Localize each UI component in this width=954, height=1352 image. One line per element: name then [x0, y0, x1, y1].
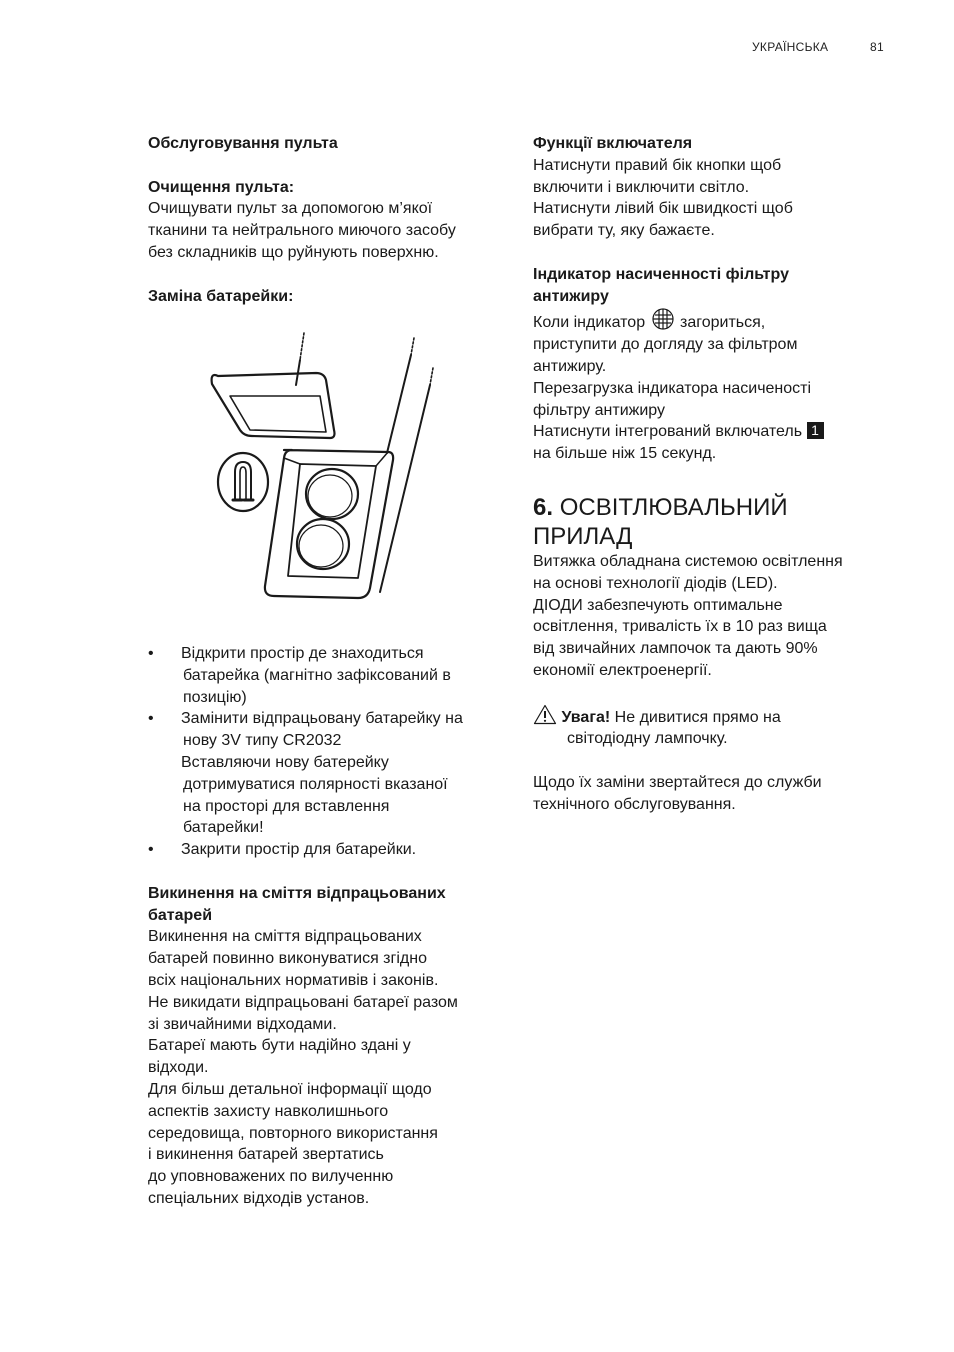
disposal-line: до уповноважених по вилученню: [148, 1168, 394, 1186]
grease-filter-icon: [650, 308, 676, 330]
step-line: батарейки!: [183, 819, 264, 837]
step-line: Вставляючи нову батерейку: [181, 753, 389, 771]
filter-line: антижиру.: [533, 357, 607, 375]
switch-line: включити і виключити світло.: [533, 178, 750, 196]
left-column-bottom: [148, 643, 518, 1210]
cleaning-line: без складників що руйнують поверхню.: [148, 243, 439, 261]
bullet-mark: •: [148, 645, 154, 662]
filter-line-before: Коли індикатор: [533, 314, 646, 332]
list-item: [148, 708, 518, 839]
button-number-badge: 1: [807, 422, 824, 439]
battery-steps-list: [148, 643, 518, 861]
bullet-mark: •: [148, 841, 154, 859]
switch-line: вибрати ту, яку бажаєте.: [533, 222, 715, 240]
step-line: на просторі для вставлення: [183, 797, 390, 815]
warning-line: світодіодну лампочку.: [567, 730, 728, 748]
step-line: Відкрити простір де знаходиться: [181, 645, 424, 662]
switch-line: Натиснути правий бік кнопки щоб: [533, 156, 782, 174]
filter-heading: Індикатор насиченності фільтру: [533, 265, 789, 283]
filter-heading: антижиру: [533, 287, 609, 305]
filter-press-text: Натиснути інтегрований включатель: [533, 423, 803, 441]
remote-care-heading: Обслуговування пульта: [148, 135, 338, 152]
filter-line: [533, 308, 903, 334]
lighting-line: на основі технології діодів (LED).: [533, 574, 778, 592]
disposal-line: середовища, повторного використання: [148, 1124, 438, 1142]
battery-heading: Заміна батарейки:: [148, 287, 294, 305]
cleaning-line: тканини та нейтрального миючого засобу: [148, 222, 456, 240]
filter-line: на більше ніж 15 секунд.: [533, 445, 717, 463]
remote-battery-compartment-illustration: [200, 330, 450, 605]
filter-line: приступити до догляду за фільтром: [533, 336, 798, 354]
section-title-line1: ОСВІТЛЮВАЛЬНИЙ: [559, 493, 788, 521]
running-header-language: УКРАЇНСЬКА: [752, 40, 829, 54]
lighting-line: ДІОДИ забезпечують оптимальне: [533, 596, 783, 614]
disposal-line: Не викидати відпрацьовані батареї разом: [148, 993, 458, 1011]
step-line: Замінити відпрацьовану батарейку на: [181, 710, 463, 728]
disposal-line: батарей повинно виконуватися згідно: [148, 950, 427, 968]
step-line: батарейка (магнітно зафіксований в: [183, 666, 451, 684]
list-item: [148, 643, 518, 708]
section-title: [533, 493, 903, 522]
filter-press-line: [533, 421, 903, 443]
switch-line: Натиснути лівий бік швидкості щоб: [533, 200, 793, 218]
service-line: технічного обслуговування.: [533, 795, 736, 813]
disposal-line: всіх національних нормативів і законів.: [148, 971, 439, 989]
lighting-line: освітлення, тривалість їх в 10 раз вища: [533, 618, 827, 636]
switch-heading: Функції включателя: [533, 135, 693, 152]
disposal-heading: Викинення на сміття відпрацьованих: [148, 884, 446, 902]
step-line: Закрити простір для батарейки.: [181, 841, 417, 859]
list-item: [148, 839, 518, 861]
disposal-line: аспектів захисту навколишнього: [148, 1102, 389, 1120]
disposal-line: відходи.: [148, 1059, 209, 1077]
page-number: 81: [870, 40, 884, 54]
disposal-line: Батареї мають бути надійно здані у: [148, 1037, 411, 1055]
lighting-line: Витяжка обладнана системою освітлення: [533, 552, 843, 570]
warning-label: Увага!: [561, 708, 611, 726]
right-column: [533, 133, 903, 816]
filter-line: фільтру антижиру: [533, 401, 665, 419]
section-title-line2: ПРИЛАД: [533, 522, 633, 550]
disposal-line: Для більш детальної інформації щодо: [148, 1080, 432, 1098]
lighting-line: від звичайних лампочок та дають 90%: [533, 640, 818, 658]
disposal-line: Викинення на сміття відпрацьованих: [148, 928, 422, 946]
bullet-mark: •: [148, 710, 154, 728]
disposal-line: і викинення батарей звертатись: [148, 1146, 384, 1164]
cleaning-line: Очищувати пульт за допомогою м’якої: [148, 200, 433, 218]
step-line: дотримуватися полярності вказаної: [183, 775, 448, 793]
warning-text: Не дивитися прямо на: [614, 708, 781, 726]
step-line: нову 3V типу CR2032: [183, 732, 342, 750]
disposal-line: спеціальних відходів установ.: [148, 1189, 370, 1207]
warning-triangle-icon: [533, 704, 557, 725]
left-column-top: [148, 133, 518, 307]
lighting-line: економії електроенергії.: [533, 661, 712, 679]
filter-line: Перезагрузка індикатора насиченості: [533, 379, 812, 397]
section-number: 6.: [533, 493, 554, 521]
filter-line-after: загориться,: [680, 314, 766, 332]
step-line: позицію): [183, 688, 247, 706]
disposal-heading: батарей: [148, 906, 213, 924]
cleaning-heading: Очищення пульта:: [148, 178, 295, 196]
disposal-line: зі звичайними відходами.: [148, 1015, 337, 1033]
warning-line: [533, 704, 903, 729]
service-line: Щодо їх заміни звертайтеся до служби: [533, 773, 822, 791]
